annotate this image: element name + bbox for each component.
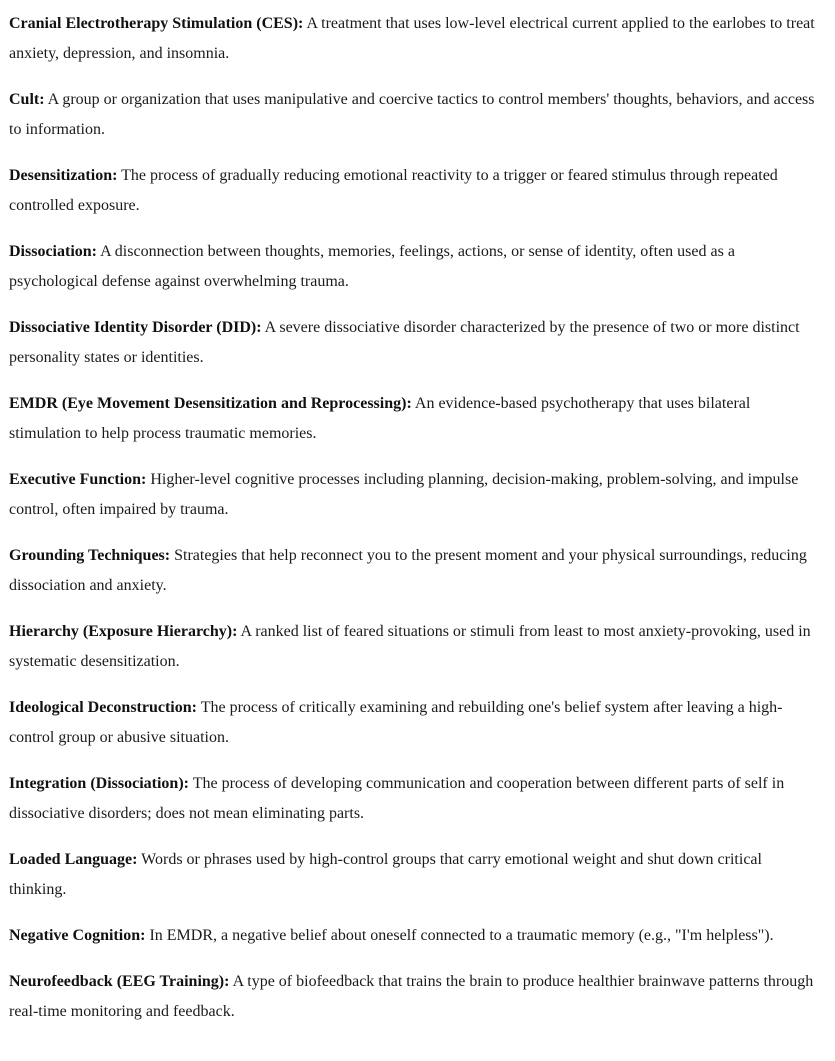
glossary-entry-dissociation xyxy=(9,237,821,297)
glossary-definition: Higher-level cognitive processes including planning, decision-making, problem-solving, and impulse control, often impaired by trauma. xyxy=(9,471,799,518)
glossary-term: Loaded Language: xyxy=(9,851,138,868)
glossary-entry-grounding-techniques xyxy=(9,541,821,601)
glossary-term: Cult: xyxy=(9,91,45,108)
glossary-definition: The process of gradually reducing emotional reactivity to a trigger or feared stimulus through repeated controlled exposure. xyxy=(9,167,778,214)
glossary-definition: In EMDR, a negative belief about oneself connected to a traumatic memory (e.g., "I'm helpless"). xyxy=(145,927,774,944)
glossary-term: Negative Cognition: xyxy=(9,927,146,944)
glossary-entry-did xyxy=(9,313,821,373)
glossary-definition: A ranked list of feared situations or stimuli from least to most anxiety-provoking, used in systematic desensitization. xyxy=(9,623,811,670)
glossary-definition: Words or phrases used by high-control groups that carry emotional weight and shut down critical thinking. xyxy=(9,851,762,898)
glossary-term: Hierarchy (Exposure Hierarchy): xyxy=(9,623,238,640)
glossary-entry-loaded-language xyxy=(9,845,821,905)
glossary-term: Ideological Deconstruction: xyxy=(9,699,197,716)
glossary-entry-neurofeedback xyxy=(9,967,821,1027)
glossary-entry-executive-function xyxy=(9,465,821,525)
glossary-term: Dissociative Identity Disorder (DID): xyxy=(9,319,262,336)
glossary-entry-hierarchy xyxy=(9,617,821,677)
glossary-definition: An evidence-based psychotherapy that uses bilateral stimulation to help process traumatic memories. xyxy=(9,395,751,442)
glossary-list xyxy=(9,9,821,1043)
glossary-definition: The process of critically examining and rebuilding one's belief system after leaving a high-control group or abusive situation. xyxy=(9,699,783,746)
glossary-definition: A treatment that uses low-level electrical current applied to the earlobes to treat anxiety, depression, and insomnia. xyxy=(9,15,815,62)
glossary-term: Neurofeedback (EEG Training): xyxy=(9,973,230,990)
glossary-definition: A severe dissociative disorder characterized by the presence of two or more distinct personality states or identities. xyxy=(9,319,800,366)
glossary-entry-emdr xyxy=(9,389,821,449)
glossary-definition: A type of biofeedback that trains the brain to produce healthier brainwave patterns through real-time monitoring and feedback. xyxy=(9,973,814,1020)
glossary-entry-integration xyxy=(9,769,821,829)
glossary-term: Desensitization: xyxy=(9,167,118,184)
glossary-entry-desensitization xyxy=(9,161,821,221)
glossary-term: EMDR (Eye Movement Desensitization and Reprocessing): xyxy=(9,395,412,412)
glossary-definition: A group or organization that uses manipulative and coercive tactics to control members' thoughts, behaviors, and access to information. xyxy=(9,91,815,138)
glossary-term: Integration (Dissociation): xyxy=(9,775,189,792)
glossary-term: Grounding Techniques: xyxy=(9,547,171,564)
glossary-definition: Strategies that help reconnect you to the present moment and your physical surroundings, reducing dissociation and anxiety. xyxy=(9,547,807,594)
glossary-entry-ces xyxy=(9,9,821,69)
glossary-definition: The process of developing communication and cooperation between different parts of self in dissociative disorders; does not mean eliminating parts. xyxy=(9,775,785,822)
glossary-term: Cranial Electrotherapy Stimulation (CES): xyxy=(9,15,304,32)
glossary-entry-negative-cognition xyxy=(9,921,821,951)
glossary-entry-cult xyxy=(9,85,821,145)
glossary-term: Dissociation: xyxy=(9,243,97,260)
glossary-term: Executive Function: xyxy=(9,471,147,488)
glossary-definition: A disconnection between thoughts, memories, feelings, actions, or sense of identity, often used as a psychological defense against overwhelming trauma. xyxy=(9,243,735,290)
glossary-entry-ideological-deconstruction xyxy=(9,693,821,753)
